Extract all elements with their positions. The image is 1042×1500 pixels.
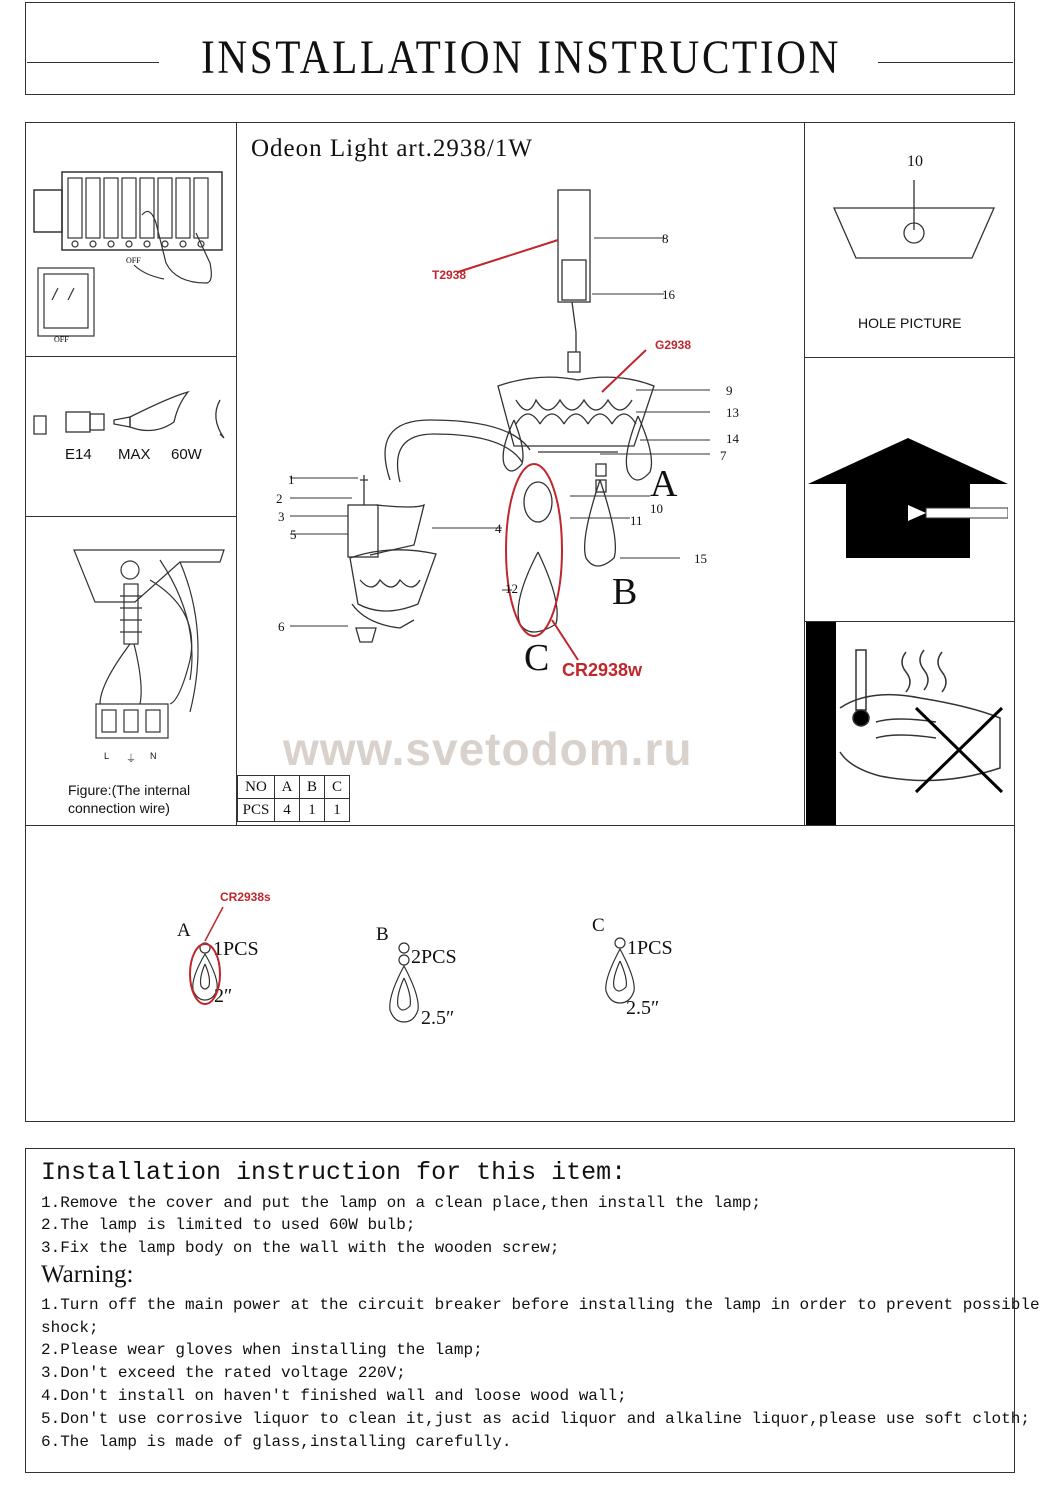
left-row-rule-1 [25,356,236,357]
part-number: 1 [288,472,295,487]
bulb-illustration [30,390,230,445]
bulb-max-label: MAX [118,446,151,463]
crystal-b-letter: B [376,924,389,945]
terminal-earth: ⏚ [126,754,136,765]
pcs-table-cell: 4 [275,799,300,822]
part-number: 4 [495,521,502,536]
part-number: 14 [726,431,739,446]
part-number: 6 [278,619,285,634]
circuit-breaker-illustration [30,160,230,350]
instruction-step: 1.Remove the cover and put the lamp on a clean place,then install the lamp; [41,1194,762,1212]
part-number: 5 [290,527,297,542]
part-number: 2 [276,491,283,506]
pcs-table-cell: 1 [300,799,325,822]
pcs-table-cell: PCS [238,799,275,822]
breaker-off-label: OFF [126,256,141,265]
instructions-heading: Installation instruction for this item: [41,1158,627,1187]
right-col-divider [804,122,805,826]
wiring-caption: Figure:(The internal connection wire) [68,782,191,816]
red-label-g2938: G2938 [655,338,692,352]
crystal-b-qty: 2PCS [411,946,457,968]
pcs-table-cell: 1 [325,799,350,822]
red-label-t2938: T2938 [432,268,467,282]
hole-bowl-illustration [830,178,1000,268]
warning-heading: Warning: [41,1261,134,1288]
pcs-table-row [238,799,350,822]
pcs-table-cell: C [325,776,350,799]
heat-warning-icon [806,622,1014,825]
pcs-table [237,775,350,822]
hole-number: 10 [907,153,923,170]
crystal-a-size: 2″ [214,985,233,1007]
watermark: www.svetodom.ru [283,723,693,775]
instruction-step: 2.The lamp is limited to used 60W bulb; [41,1216,416,1234]
page-title: INSTALLATION INSTRUCTION [201,31,841,84]
part-number: 7 [720,448,727,463]
left-col-divider [236,122,237,826]
part-number: 13 [726,405,739,420]
part-number: 8 [662,231,669,246]
warning-item: 4.Don't install on haven't finished wall and loose wood wall; [41,1387,627,1405]
group-letter-c: C [524,637,550,679]
pcs-table-header-row [238,776,350,799]
part-number: 12 [505,581,518,596]
pcs-table-cell: B [300,776,325,799]
bulb-socket-label: E14 [65,446,92,463]
hole-caption: HOLE PICTURE [858,315,962,331]
warning-item: 1.Turn off the main power at the circuit breaker before installing the lamp in order to prevent possible [41,1296,1040,1314]
crystal-c-qty: 1PCS [627,937,673,959]
warning-item: 5.Don't use corrosive liquor to clean it,just as acid liquor and alkaline liquor,please use soft cloth; [41,1410,1030,1428]
bulb-watt-label: 60W [171,446,202,463]
crystal-b-size: 2.5″ [421,1007,455,1029]
wiring-illustration [60,540,230,760]
part-number: 16 [662,287,675,302]
group-letter-a: A [650,463,678,505]
red-label-cr2938w: CR2938w [562,660,643,680]
crystal-a-callout [198,905,228,945]
warning-item: shock; [41,1319,99,1337]
red-label-cr2938s: CR2938s [220,890,271,904]
pcs-table-cell: A [275,776,300,799]
crystal-a-qty: 1PCS [213,938,259,960]
left-row-rule-2 [25,516,236,517]
terminal-l: L [104,751,110,761]
part-number: 3 [278,509,285,524]
crystal-c-letter: C [592,915,605,936]
group-letter-b: B [612,571,638,613]
lamp-drawing [270,180,710,690]
indoor-use-icon [808,438,1008,560]
right-row-rule-1 [804,357,1015,358]
part-number: 9 [726,383,733,398]
warning-item: 6.The lamp is made of glass,installing carefully. [41,1433,512,1451]
crystal-a-letter: A [177,920,191,941]
diagram-bottom-rule [25,825,1015,826]
switch-off-label: OFF [54,335,69,344]
instruction-step: 3.Fix the lamp body on the wall with the wooden screw; [41,1239,560,1257]
pcs-table-cell: NO [238,776,275,799]
crystal-b-drawing [384,940,424,1030]
warning-item: 3.Don't exceed the rated voltage 220V; [41,1364,406,1382]
part-number: 11 [630,513,643,528]
article-title: Odeon Light art.2938/1W [251,135,533,162]
warning-item: 2.Please wear gloves when installing the lamp; [41,1341,483,1359]
crystal-c-drawing [600,935,640,1015]
crystal-c-size: 2.5″ [626,997,660,1019]
part-number: 15 [694,551,707,566]
part-number: 10 [650,501,663,516]
terminal-n: N [150,751,157,761]
